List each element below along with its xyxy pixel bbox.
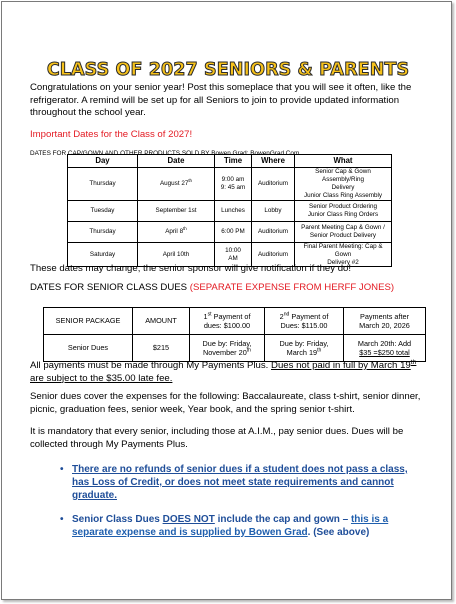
header-day: Day xyxy=(68,155,138,168)
header-where: Where xyxy=(252,155,295,168)
cell-date: April 8th xyxy=(138,222,215,243)
dates-change-note: These dates may change; the senior sponsor will give notification if they do! xyxy=(30,263,352,274)
cell-date: August 27th xyxy=(138,168,215,201)
dues-heading: DATES FOR SENIOR CLASS DUES (SEPARATE EXPENSE FROM HERFF JONES) xyxy=(30,282,395,293)
cell-day: Tuesday xyxy=(68,201,138,222)
header-amount: AMOUNT xyxy=(133,308,190,335)
cell-date: April 10th xyxy=(138,243,215,267)
table-row xyxy=(44,335,426,362)
cell-first-due: Due by: Friday, November 20th xyxy=(190,335,265,362)
bullet-icon: • xyxy=(60,464,64,475)
table-row xyxy=(68,222,392,243)
expenses-paragraph: Senior dues cover the expenses for the following: Baccalaureate, class t-shirt, senior dinner, picnic, graduation fees, senior week, Year book, and the spring senior t-shirt. xyxy=(30,391,421,415)
refund-bullet xyxy=(60,464,424,502)
dates-table-header xyxy=(68,155,392,168)
cell-day: Thursday xyxy=(68,222,138,243)
cell-date: September 1st xyxy=(138,201,215,222)
cell-what: Senior Cap & Gown Assembly/Ring Delivery Junior Class Ring Assembly xyxy=(295,168,392,201)
cell-day: Thursday xyxy=(68,168,138,201)
refund-bullet-text: There are no refunds of senior dues if a student does not pass a class, has Loss of Credit, or does not meet state requirements and cannot graduate. xyxy=(72,464,408,501)
important-dates-heading: Important Dates for the Class of 2027! xyxy=(30,129,193,140)
table-row xyxy=(68,168,392,201)
bowen-grad-note: this is a separate expense and is supplied by Bowen Grad xyxy=(72,514,389,538)
header-time: Time xyxy=(215,155,252,168)
header-what: What xyxy=(295,155,392,168)
table-row xyxy=(68,201,392,222)
payments-paragraph: All payments must be made through My Payments Plus. Dues not paid in full by March 19th are subject to the $35.00 late fee. xyxy=(30,358,417,384)
cell-time: 9:00 am 9: 45 am xyxy=(215,168,252,201)
cell-day: Saturday xyxy=(68,243,138,267)
cell-time: 6:00 PM xyxy=(215,222,252,243)
cap-gown-bullet: • Senior Class Dues DOES NOT include the cap and gown – this is a separate expense and is supplied by Bowen Grad. (See above) xyxy=(60,514,389,538)
cell-after-due: March 20th: Add $35 =$250 total xyxy=(344,335,426,362)
bullet-icon: • xyxy=(60,514,64,525)
dates-table xyxy=(67,154,392,267)
cell-what: Senior Product Ordering Junior Class Ring Orders xyxy=(295,201,392,222)
cell-where: Auditorium xyxy=(252,243,295,267)
cell-where: Auditorium xyxy=(252,222,295,243)
cap-gown-heading: DATES FOR CAP/GOWN AND OTHER PRODUCTS SOLD BY Bowen Grad: BowenGrad.Com xyxy=(30,150,300,158)
cell-what: Parent Meeting Cap & Gown / Senior Product Delivery xyxy=(295,222,392,243)
cell-amount: $215 xyxy=(133,335,190,362)
cell-time: Lunches xyxy=(215,201,252,222)
dues-table xyxy=(43,307,426,362)
header-second-payment: 2nd Payment of Dues: $115.00 xyxy=(265,308,344,335)
intro-paragraph: Congratulations on your senior year! Post this someplace that you will see it often, like the refrigerator. A remind will be set up for all Seniors to join to provide updated information throughout the school year. xyxy=(30,82,412,119)
cell-where: Lobby xyxy=(252,201,295,222)
cell-package: Senior Dues xyxy=(44,335,133,362)
dues-table-header xyxy=(44,308,426,335)
cell-second-due: Due by: Friday, March 19th xyxy=(265,335,344,362)
cell-where: Auditorium xyxy=(252,168,295,201)
cell-what: Final Parent Meeting: Cap & Gown Delivery #2 xyxy=(295,243,392,267)
dues-heading-note: (SEPARATE EXPENSE FROM HERFF JONES) xyxy=(189,282,395,293)
header-payments-after: Payments after March 20, 2026 xyxy=(344,308,426,335)
cell-time: 10:00 AM xyxy=(215,243,252,267)
mandatory-paragraph: It is mandatory that every senior, including those at A.I.M., pay senior dues. Dues will be collected through My Payments Plus. xyxy=(30,426,404,450)
header-date: Date xyxy=(138,155,215,168)
header-first-payment: 1st Payment of dues: $100.00 xyxy=(190,308,265,335)
page-title: CLASS OF 2027 SENIORS & PARENTS xyxy=(46,60,410,80)
header-senior-package: SENIOR PACKAGE xyxy=(44,308,133,335)
